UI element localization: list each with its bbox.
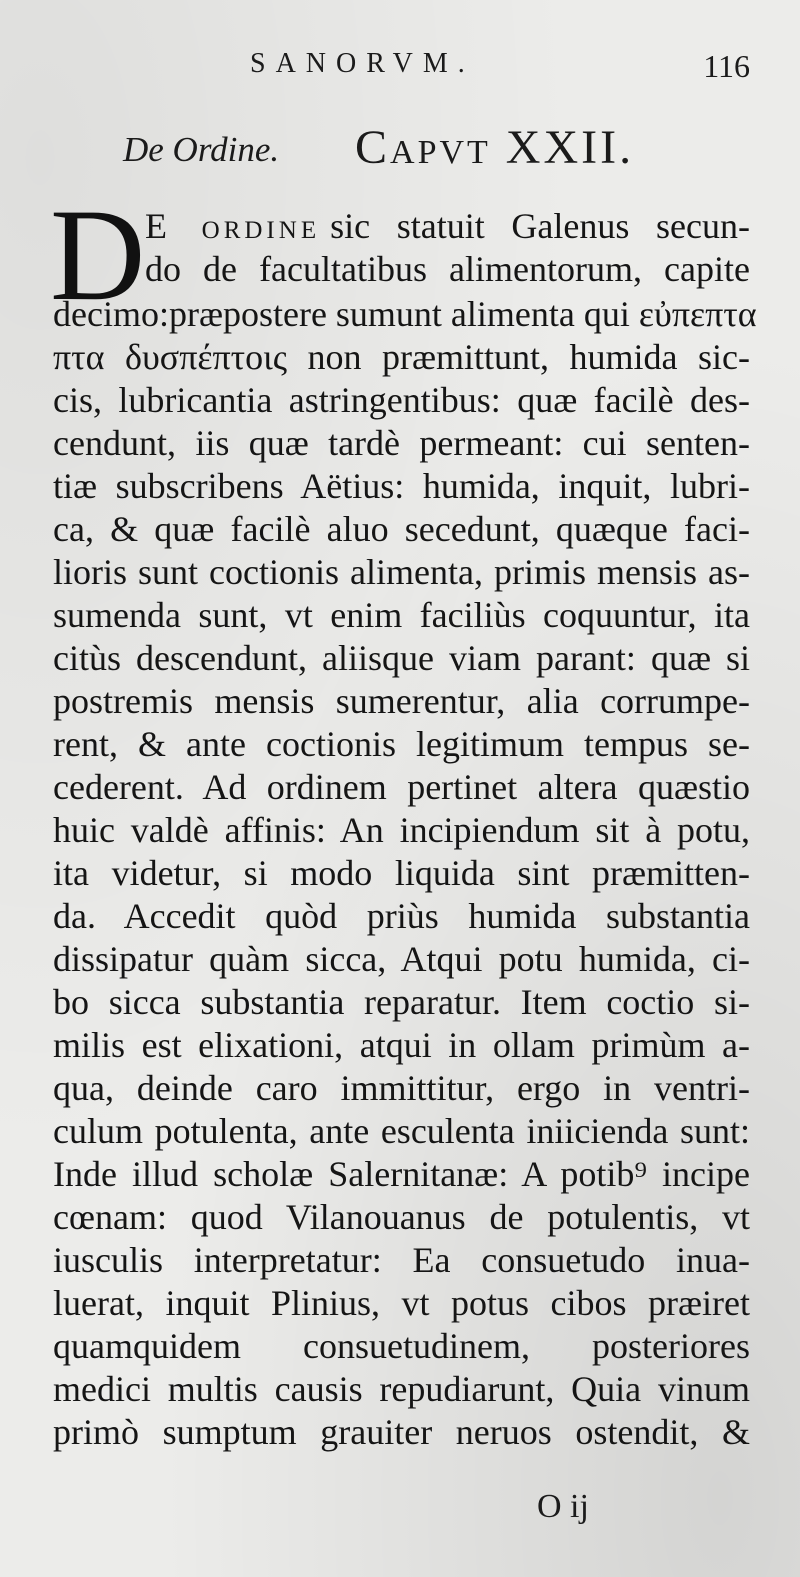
drop-cap: D: [50, 181, 146, 328]
text-line: da. Accedit quòd priùs humida substantia: [53, 896, 750, 936]
text-line: quamquidem consuetudinem, posteriores: [53, 1326, 750, 1366]
section-side-note: De Ordine.: [123, 130, 280, 169]
text-line: sumenda sunt, vt enim faciliùs coquuntur, ita: [53, 595, 750, 635]
text-line: dissipatur quàm sicca, Atqui potu humida, ci-: [53, 939, 750, 979]
text-line: cis, lubricantia astringentibus: quæ facilè des-: [53, 380, 750, 420]
text-line: bo sicca substantia reparatur. Item coctio si-: [53, 982, 750, 1022]
text-line: postremis mensis sumerentur, alia corrumpe-: [53, 681, 750, 721]
text-line: medici multis causis repudiarunt, Quia vinum: [53, 1369, 750, 1409]
text-line: πτα δυσπέπτοις non præmittunt, humida sic-: [53, 337, 750, 377]
text-line: cederent. Ad ordinem pertinet altera quæstio: [53, 767, 750, 807]
text-line: luerat, inquit Plinius, vt potus cibos præiret: [53, 1283, 750, 1323]
text-line: culum potulenta, ante esculenta iniicienda sunt:: [53, 1111, 750, 1151]
text-line: iusculis interpretatur: Ea consuetudo inua-: [53, 1240, 750, 1280]
text-line: ita videtur, si modo liquida sint præmitten-: [53, 853, 750, 893]
opening-line-text: do de facultatibus alimentorum, capite: [145, 249, 750, 289]
text-line: qua, deinde caro immittitur, ergo in ventri-: [53, 1068, 750, 1108]
running-head: SANORVM.: [250, 48, 475, 79]
text-line: huic valdè affinis: An incipiendum sit à potu,: [53, 810, 750, 850]
text-line: cœnam: quod Vilanouanus de potulentis, vt: [53, 1197, 750, 1237]
text-line: Inde illud scholæ Salernitanæ: A potib⁹ incipe: [53, 1154, 750, 1194]
text-line: citùs descendunt, aliisque viam parant: quæ si: [53, 638, 750, 678]
body-text: [53, 293, 757, 1454]
page-number: 116: [703, 48, 750, 84]
text-line: milis est elixationi, atqui in ollam primùm a-: [53, 1025, 750, 1065]
text-line: decimo:præpostere sumunt alimenta qui εὐπεπτα: [53, 294, 757, 334]
chapter-title: Capvt XXII.: [355, 121, 635, 174]
opening-line: [145, 248, 750, 291]
text-line: cendunt, iis quæ tardè permeant: cui senten-: [53, 423, 750, 463]
text-line: rent, & ante coctionis legitimum tempus se-: [53, 724, 750, 764]
text-line: ca, & quæ facilè aluo secedunt, quæque faci-: [53, 509, 750, 549]
lead-small-caps: E ordine: [145, 206, 321, 246]
text-line: lioris sunt coctionis alimenta, primis mensis as-: [53, 552, 750, 592]
opening-lines: [145, 205, 750, 291]
opening-line: [145, 205, 750, 248]
opening-line-text: sic statuit Galenus secun-: [330, 206, 750, 246]
text-line: primò sumptum grauiter neruos ostendit, &: [53, 1412, 750, 1452]
text-line: tiæ subscribens Aëtius: humida, inquit, lubri-: [53, 466, 750, 506]
signature-mark: O ij: [537, 1488, 589, 1525]
